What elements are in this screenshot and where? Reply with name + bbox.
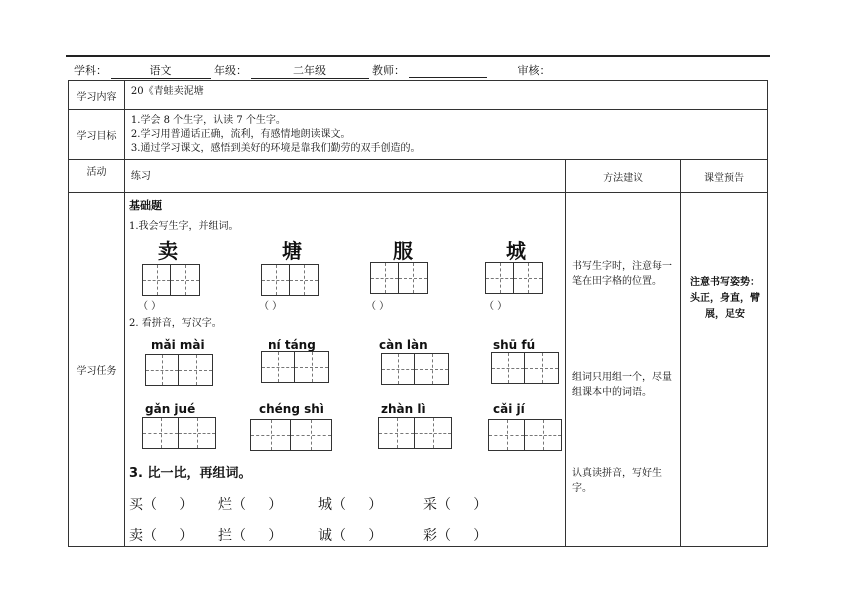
pinyin-8: cǎi jí [493,402,525,416]
pinyin-6: chéng shì [259,402,324,416]
preview-label: 课堂预告 [681,160,768,193]
answer-paren[interactable]: （ ） [138,301,162,312]
task-label: 学习任务 [69,193,125,547]
goal-2: 2.学习用普通话正确，流利，有感情地朗读课文。 [130,129,351,140]
basic-title: 基础题 [129,199,162,212]
grade-label: 年级： [214,64,247,77]
writing-grid[interactable] [370,262,428,294]
method-3: 认真读拼音，写好生字。 [572,468,662,494]
pinyin-5: gǎn jué [145,402,196,416]
q3-title: 3. 比一比，再组词。 [129,466,252,481]
writing-grid[interactable] [145,354,213,386]
compare-item: 城（ ） [318,497,383,513]
header-line [74,62,551,79]
compare-item: 拦（ ） [218,528,283,544]
top-rule [66,55,770,57]
subject-label: 学科： [74,64,107,77]
method-1: 书写生字时，注意每一笔在田字格的位置。 [572,261,672,287]
writing-grid[interactable] [261,264,319,296]
answer-paren[interactable]: （ ） [366,301,390,312]
compare-item: 采（ ） [423,497,488,513]
method-2: 组词只用组一个，尽量组课本中的词语。 [572,372,672,398]
pinyin-4: shū fú [493,338,536,352]
compare-item: 彩（ ） [423,528,488,544]
writing-grid[interactable] [381,353,449,385]
writing-grid[interactable] [485,262,543,294]
grade-value: 二年级 [251,62,369,79]
subject-value: 语文 [111,62,211,79]
q1-char-2: 塘 [282,239,302,263]
review-label: 审核： [517,64,551,77]
activity-label: 活动 [69,160,125,193]
goal-label: 学习目标 [69,110,125,160]
compare-item: 烂（ ） [218,497,283,513]
preview-text: 注意书写姿势：头正，身直，臂展，足安 [690,277,760,320]
goal-1: 1.学会 8 个生字，认读 7 个生字。 [130,115,286,126]
writing-grid[interactable] [261,351,329,383]
pinyin-1: mǎi mài [151,338,205,352]
preview-area [681,193,768,547]
compare-item: 买（ ） [129,497,194,513]
writing-grid[interactable] [488,419,562,451]
q1-char-1: 卖 [158,239,178,263]
writing-grid[interactable] [378,417,452,449]
content-label: 学习内容 [69,81,125,110]
goal-3: 3.通过学习课文，感悟到美好的环境是靠我们勤劳的双手创造的。 [130,143,421,154]
answer-paren[interactable]: （ ） [259,301,283,312]
pinyin-2: ní táng [268,338,316,352]
answer-paren[interactable]: （ ） [484,301,508,312]
compare-item: 卖（ ） [129,528,194,544]
pinyin-3: càn làn [379,338,428,352]
writing-grid[interactable] [142,264,200,296]
compare-item: 诚（ ） [318,528,383,544]
method-label: 方法建议 [566,160,681,193]
writing-grid[interactable] [142,417,216,449]
pinyin-7: zhàn lì [381,402,426,416]
practice-label: 练习 [130,170,151,182]
writing-grid[interactable] [491,352,559,384]
q1-char-4: 城 [506,239,526,263]
q2-title: 2. 看拼音，写汉字。 [129,318,222,329]
q1-title: 1.我会写生字，并组词。 [129,221,239,232]
q1-char-3: 服 [393,239,413,263]
content-value: 20《青蛙卖泥塘 [130,86,204,97]
teacher-label: 教师： [372,64,405,77]
writing-grid[interactable] [250,419,332,451]
teacher-value [409,64,487,78]
